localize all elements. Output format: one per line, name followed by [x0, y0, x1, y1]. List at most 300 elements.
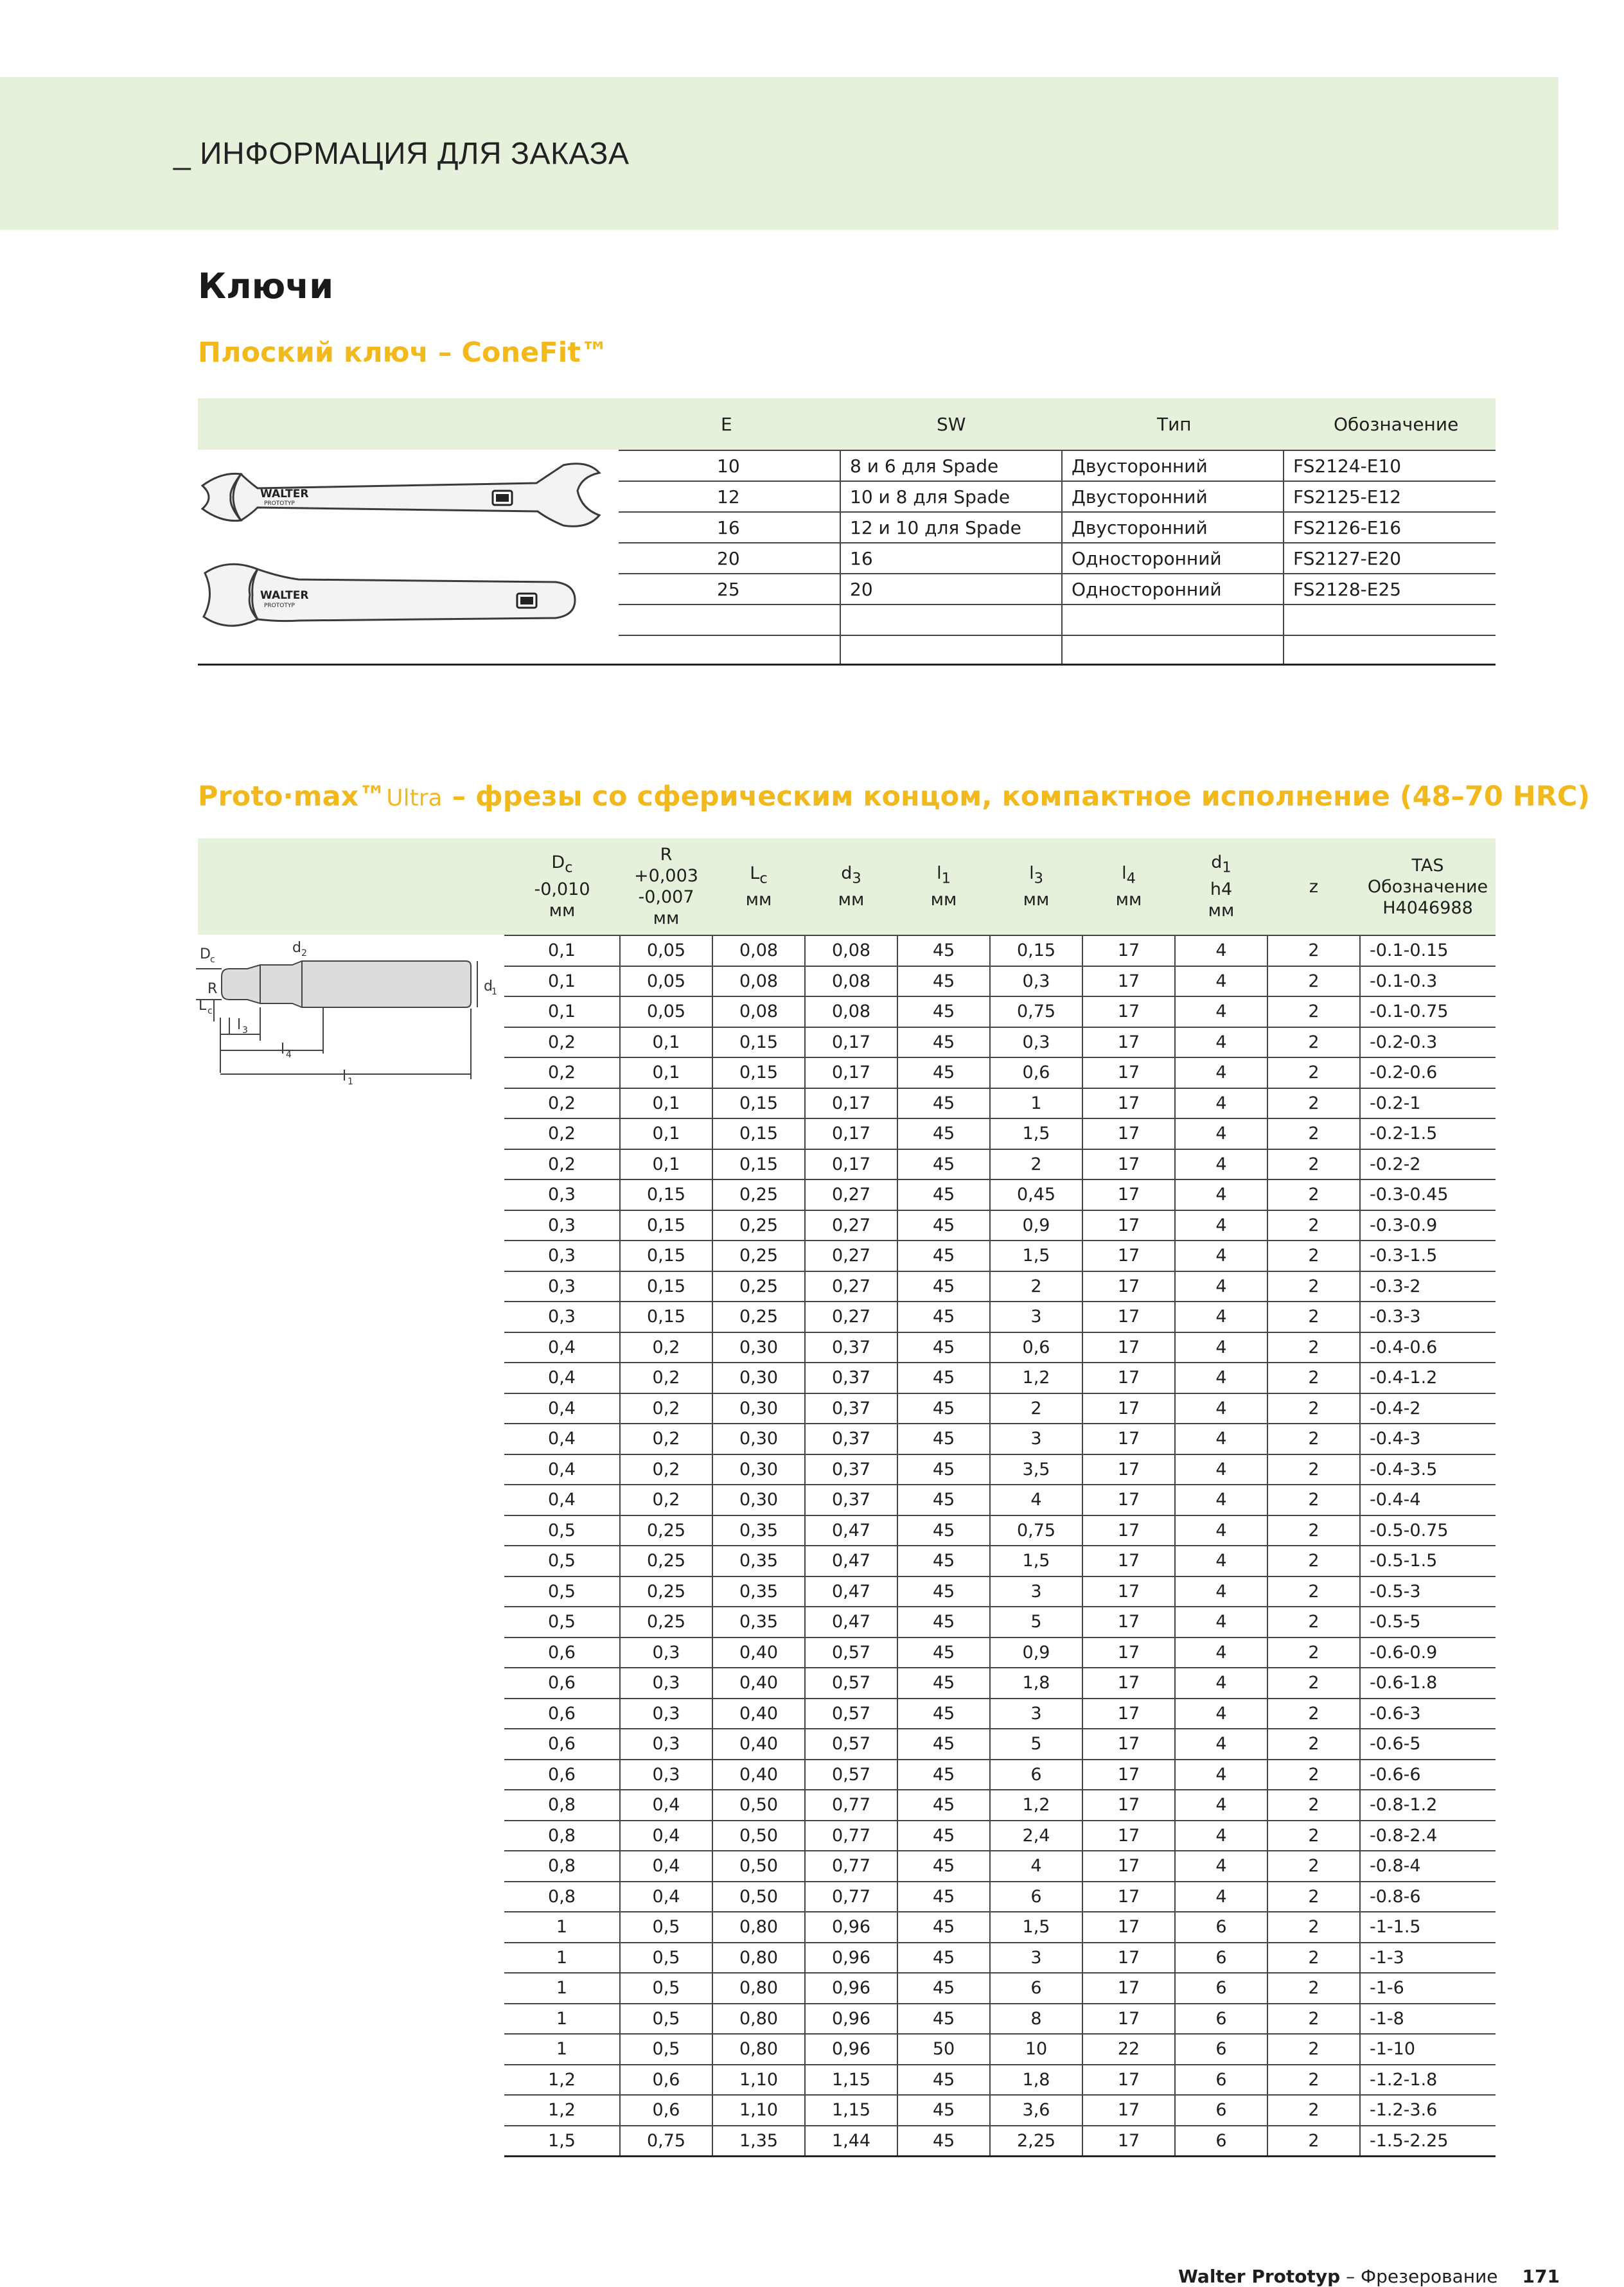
table-cell: 0,15 [712, 1088, 805, 1119]
table-cell: 1,44 [805, 2126, 897, 2157]
table-cell: 3,5 [990, 1454, 1082, 1485]
table-cell: 0,2 [504, 1088, 620, 1119]
table-cell: 4 [1175, 1760, 1267, 1790]
table-cell: 17 [1082, 1760, 1175, 1790]
table-cell: 0,80 [712, 1973, 805, 2004]
table-cell: -0.1-0.75 [1360, 996, 1496, 1027]
table-cell: 3 [990, 1576, 1082, 1607]
table-cell: 0,30 [712, 1363, 805, 1393]
proto-col-l4: $l_4$ мм [1115, 863, 1142, 910]
table-cell: 45 [897, 1576, 990, 1607]
table-cell: 2 [1267, 2004, 1360, 2035]
keys-col-designation: Обозначение [1334, 413, 1459, 435]
table-cell: 0,30 [712, 1485, 805, 1515]
table-cell: 4 [1175, 1668, 1267, 1699]
table-cell: 2 [1267, 1271, 1360, 1302]
table-cell: 0,08 [805, 935, 897, 966]
table-cell: 2 [990, 1393, 1082, 1424]
table-cell: 0,35 [712, 1607, 805, 1638]
table-cell: 0,25 [712, 1302, 805, 1332]
table-cell: 45 [897, 2126, 990, 2157]
table-cell: 4 [1175, 1088, 1267, 1119]
table-cell: -1-3 [1360, 1943, 1496, 1974]
table-cell: 0,2 [504, 1118, 620, 1149]
table-cell: 17 [1082, 1057, 1175, 1088]
table-cell: 45 [897, 1790, 990, 1821]
table-cell: -0.8-1.2 [1360, 1790, 1496, 1821]
table-cell: 45 [897, 1088, 990, 1119]
table-cell: 0,5 [620, 1973, 712, 2004]
table-row [504, 1729, 1496, 1760]
table-cell: 0,8 [504, 1882, 620, 1912]
table-cell: 0,25 [712, 1271, 805, 1302]
proto-col-tas: TAS Обозначение H4046988 [1367, 855, 1488, 918]
table-row [619, 450, 1496, 481]
table-row [619, 512, 1496, 543]
table-cell: 17 [1082, 1241, 1175, 1271]
proto-col-l3: $l_3$ мм [1023, 863, 1050, 910]
table-row [504, 1271, 1496, 1302]
table-cell: 6 [1175, 1912, 1267, 1943]
diagram-label-l4-sub: 4 [286, 1050, 292, 1060]
table-cell: 0,15 [620, 1271, 712, 1302]
table-cell: 2 [1267, 2095, 1360, 2126]
table-cell: 17 [1082, 1088, 1175, 1119]
table-cell: 1 [504, 1973, 620, 2004]
table-cell: 0,37 [805, 1424, 897, 1454]
table-cell: 4 [1175, 1851, 1267, 1882]
table-cell: 17 [1082, 1576, 1175, 1607]
table-cell: 25 [619, 574, 840, 605]
table-cell: 2 [1267, 1821, 1360, 1851]
diagram-label-lc: L [199, 998, 207, 1014]
table-cell: 17 [1082, 1943, 1175, 1974]
table-cell: 0,75 [990, 1515, 1082, 1546]
table-cell: 0,2 [620, 1424, 712, 1454]
table-cell: 2 [1267, 1332, 1360, 1363]
table-cell: 0,1 [620, 1118, 712, 1149]
table-cell: 45 [897, 1179, 990, 1210]
table-cell: 0,6 [504, 1760, 620, 1790]
table-cell: 2 [1267, 1638, 1360, 1668]
table-cell: -0.3-0.9 [1360, 1210, 1496, 1241]
table-cell: 6 [1175, 2065, 1267, 2096]
table-cell: 0,4 [504, 1332, 620, 1363]
table-row [504, 1515, 1496, 1546]
proto-max-table [504, 838, 1496, 2157]
table-row [504, 2126, 1496, 2157]
diagram-label-l4: l [281, 1041, 285, 1057]
table-row [504, 1179, 1496, 1210]
table-cell: 0,05 [620, 996, 712, 1027]
table-cell: 0,40 [712, 1699, 805, 1729]
table-cell: 17 [1082, 2126, 1175, 2157]
table-cell: 0,40 [712, 1638, 805, 1668]
table-row [504, 966, 1496, 997]
table-cell: 4 [1175, 1699, 1267, 1729]
table-cell: 0,15 [712, 1118, 805, 1149]
table-cell: 0,08 [712, 966, 805, 997]
table-cell: 1,8 [990, 1668, 1082, 1699]
table-cell: 0,3 [620, 1760, 712, 1790]
table-cell: 0,96 [805, 2034, 897, 2065]
table-cell: 1 [504, 2004, 620, 2035]
table-cell: 4 [1175, 1179, 1267, 1210]
table-cell: -0.6-5 [1360, 1729, 1496, 1760]
table-cell: 0,3 [990, 1027, 1082, 1058]
table-cell: 17 [1082, 2004, 1175, 2035]
table-cell: 0,1 [620, 1088, 712, 1119]
table-cell: 0,2 [620, 1485, 712, 1515]
table-cell: 0,57 [805, 1699, 897, 1729]
table-cell: 6 [1175, 2004, 1267, 2035]
table-cell: 2 [990, 1149, 1082, 1180]
table-cell: 4 [1175, 1027, 1267, 1058]
table-cell: 45 [897, 1454, 990, 1485]
table-cell: 2 [1267, 1851, 1360, 1882]
table-cell: 2 [1267, 1546, 1360, 1576]
table-cell: 0,4 [620, 1851, 712, 1882]
table-cell: 1,10 [712, 2095, 805, 2126]
keys-table [619, 398, 1496, 666]
table-cell: 17 [1082, 996, 1175, 1027]
table-cell: 6 [1175, 2095, 1267, 2126]
table-cell: -0.4-3.5 [1360, 1454, 1496, 1485]
table-cell: FS2126-E16 [1284, 512, 1496, 543]
table-cell: 17 [1082, 1973, 1175, 2004]
table-cell: Двусторонний [1062, 512, 1284, 543]
table-cell: 4 [1175, 1790, 1267, 1821]
table-cell: 0,35 [712, 1515, 805, 1546]
proto-subtitle-main: Proto·max™ [198, 781, 387, 813]
table-cell: 0,75 [620, 2126, 712, 2157]
table-cell: 17 [1082, 1912, 1175, 1943]
table-cell: 45 [897, 1668, 990, 1699]
table-cell: 6 [1175, 1943, 1267, 1974]
table-cell: 0,96 [805, 1943, 897, 1974]
table-cell: 4 [1175, 1882, 1267, 1912]
diagram-label-l3: l [237, 1017, 242, 1033]
table-cell: 4 [1175, 1638, 1267, 1668]
table-cell: 2 [1267, 1882, 1360, 1912]
table-cell: 0,25 [620, 1546, 712, 1576]
table-cell [619, 635, 840, 666]
diagram-label-l1-sub: 1 [348, 1077, 353, 1087]
table-cell: -0.6-0.9 [1360, 1638, 1496, 1668]
table-row [504, 1576, 1496, 1607]
table-cell: 0,77 [805, 1790, 897, 1821]
footer-section: – Фрезерование [1340, 2266, 1498, 2287]
table-cell: 45 [897, 996, 990, 1027]
table-cell: 1,5 [990, 1912, 1082, 1943]
table-cell: 17 [1082, 1699, 1175, 1729]
table-cell: 1,5 [990, 1118, 1082, 1149]
table-cell: 1 [504, 1943, 620, 1974]
table-cell: 0,15 [712, 1027, 805, 1058]
table-cell: 0,3 [620, 1699, 712, 1729]
table-cell: 17 [1082, 1607, 1175, 1638]
table-cell: 2 [1267, 1302, 1360, 1332]
table-row [504, 1851, 1496, 1882]
table-cell: 0,2 [620, 1454, 712, 1485]
table-cell: 2 [1267, 1088, 1360, 1119]
diagram-label-lc-sub: c [207, 1006, 213, 1016]
table-cell: 2 [1267, 1363, 1360, 1393]
table-cell: 4 [1175, 1210, 1267, 1241]
table-cell: 0,25 [620, 1515, 712, 1546]
table-cell: 0,15 [620, 1241, 712, 1271]
table-cell: 17 [1082, 2065, 1175, 2096]
table-cell: 0,5 [504, 1576, 620, 1607]
table-cell: 0,96 [805, 1912, 897, 1943]
table-cell: 45 [897, 2065, 990, 2096]
table-cell: -0.8-6 [1360, 1882, 1496, 1912]
table-row [504, 2065, 1496, 2096]
table-cell: 0,40 [712, 1668, 805, 1699]
section-title: Ключи [198, 266, 334, 306]
table-cell: 0,3 [504, 1302, 620, 1332]
table-cell: -0.4-4 [1360, 1485, 1496, 1515]
table-cell: -1.2-1.8 [1360, 2065, 1496, 2096]
footer-brand: Walter Prototyp [1178, 2266, 1341, 2287]
table-cell: -0.2-2 [1360, 1149, 1496, 1180]
table-cell: 0,6 [990, 1332, 1082, 1363]
table-cell: 0,27 [805, 1210, 897, 1241]
table-cell: 0,1 [620, 1149, 712, 1180]
table-cell: 17 [1082, 1515, 1175, 1546]
table-cell: 45 [897, 1729, 990, 1760]
table-row [504, 1760, 1496, 1790]
table-cell: 45 [897, 1027, 990, 1058]
table-cell: 0,96 [805, 1973, 897, 2004]
table-cell: 4 [1175, 1118, 1267, 1149]
table-cell [1284, 605, 1496, 635]
table-cell: 0,08 [805, 996, 897, 1027]
table-cell: 0,4 [504, 1485, 620, 1515]
table-cell: 12 [619, 481, 840, 512]
table-cell: -0.2-0.3 [1360, 1027, 1496, 1058]
table-cell: 2,25 [990, 2126, 1082, 2157]
table-cell: 0,3 [504, 1179, 620, 1210]
table-cell: 2 [1267, 935, 1360, 966]
table-cell: 0,45 [990, 1179, 1082, 1210]
table-row [504, 1699, 1496, 1729]
table-cell: 0,57 [805, 1729, 897, 1760]
table-cell: 0,3 [504, 1241, 620, 1271]
table-cell: 0,4 [620, 1790, 712, 1821]
table-cell: -0.4-1.2 [1360, 1363, 1496, 1393]
table-cell: 45 [897, 1118, 990, 1149]
proto-subtitle-ultra: Ultra [386, 785, 443, 811]
table-cell: 0,6 [990, 1057, 1082, 1088]
table-row [619, 574, 1496, 605]
table-cell: -0.5-1.5 [1360, 1546, 1496, 1576]
table-cell: 0,4 [504, 1424, 620, 1454]
table-cell: 50 [897, 2034, 990, 2065]
table-cell: 17 [1082, 1179, 1175, 1210]
table-cell: 0,57 [805, 1760, 897, 1790]
table-cell: 0,47 [805, 1546, 897, 1576]
table-cell: -0.2-1 [1360, 1088, 1496, 1119]
table-cell: 4 [1175, 1332, 1267, 1363]
double-open-end-wrench-image [196, 457, 607, 538]
table-cell: 2 [1267, 2126, 1360, 2157]
table-cell: 4 [1175, 1057, 1267, 1088]
table-cell: 0,27 [805, 1302, 897, 1332]
table-cell: 0,77 [805, 1882, 897, 1912]
table-cell: 2 [1267, 1912, 1360, 1943]
table-cell: 17 [1082, 2095, 1175, 2126]
ball-end-mill-diagram [196, 938, 498, 1092]
table-cell: 17 [1082, 1729, 1175, 1760]
table-cell: 0,15 [990, 935, 1082, 966]
table-row [504, 1057, 1496, 1088]
table-cell: 45 [897, 1699, 990, 1729]
table-cell: 17 [1082, 1851, 1175, 1882]
table-cell: 0,25 [712, 1210, 805, 1241]
table-cell: 45 [897, 1546, 990, 1576]
table-cell: 0,6 [504, 1729, 620, 1760]
table-cell: 0,35 [712, 1576, 805, 1607]
table-cell: -0.1-0.3 [1360, 966, 1496, 997]
table-row [504, 2095, 1496, 2126]
proto-col-dc: $D_c$ -0,010 мм [534, 852, 590, 921]
table-cell: 17 [1082, 1149, 1175, 1180]
table-cell: 0,30 [712, 1454, 805, 1485]
table-cell: 4 [990, 1485, 1082, 1515]
table-cell: 6 [1175, 2126, 1267, 2157]
table-cell: -1-8 [1360, 2004, 1496, 2035]
table-cell: 45 [897, 1210, 990, 1241]
table-cell: 45 [897, 1912, 990, 1943]
table-row [504, 1607, 1496, 1638]
table-cell: 17 [1082, 1271, 1175, 1302]
table-cell: 3 [990, 1424, 1082, 1454]
table-cell: 6 [990, 1882, 1082, 1912]
table-cell: 17 [1082, 1638, 1175, 1668]
table-cell: 0,80 [712, 1912, 805, 1943]
table-cell: -1-1.5 [1360, 1912, 1496, 1943]
table-cell [1284, 635, 1496, 666]
table-cell: 0,2 [504, 1027, 620, 1058]
table-row [504, 996, 1496, 1027]
table-cell: 0,2 [504, 1149, 620, 1180]
diagram-label-r: R [207, 981, 218, 997]
table-row [504, 1149, 1496, 1180]
table-cell: Односторонний [1062, 543, 1284, 574]
table-cell: 0,3 [620, 1668, 712, 1699]
table-cell: -0.8-2.4 [1360, 1821, 1496, 1851]
table-cell: -0.1-0.15 [1360, 935, 1496, 966]
table-cell: FS2127-E20 [1284, 543, 1496, 574]
table-cell: 0,27 [805, 1179, 897, 1210]
table-cell: 17 [1082, 1668, 1175, 1699]
table-cell: 2 [1267, 1943, 1360, 1974]
table-cell: 0,80 [712, 2004, 805, 2035]
table-cell: 0,5 [504, 1515, 620, 1546]
table-cell: 17 [1082, 1302, 1175, 1332]
table-cell: -0.2-0.6 [1360, 1057, 1496, 1088]
table-cell: 0,25 [620, 1607, 712, 1638]
table-cell: 17 [1082, 1454, 1175, 1485]
table-row [504, 1302, 1496, 1332]
table-cell: 12 и 10 для Spade [840, 512, 1062, 543]
table-cell: 10 и 8 для Spade [840, 481, 1062, 512]
table-cell: 2 [1267, 1668, 1360, 1699]
table-cell: 2 [1267, 2065, 1360, 2096]
table-cell: 45 [897, 1332, 990, 1363]
table-cell: 4 [1175, 966, 1267, 997]
table-cell: 6 [990, 1973, 1082, 2004]
table-cell: 2 [1267, 1210, 1360, 1241]
proto-subtitle [198, 781, 1590, 813]
table-cell: 45 [897, 1973, 990, 2004]
table-row [504, 1241, 1496, 1271]
table-cell: -0.2-1.5 [1360, 1118, 1496, 1149]
table-cell: 0,27 [805, 1271, 897, 1302]
table-cell: 17 [1082, 935, 1175, 966]
table-cell: 45 [897, 1363, 990, 1393]
table-cell: 0,5 [620, 2034, 712, 2065]
table-cell: 3,6 [990, 2095, 1082, 2126]
table-cell: 1 [990, 1088, 1082, 1119]
keys-col-e: E [721, 413, 732, 435]
table-row [504, 1454, 1496, 1485]
wrench-sub-text-2: PROTOTYP [264, 603, 295, 609]
table-cell: 0,15 [620, 1302, 712, 1332]
table-cell: 0,50 [712, 1882, 805, 1912]
table-cell: 16 [840, 543, 1062, 574]
table-cell: 0,6 [620, 2065, 712, 2096]
table-cell: 17 [1082, 1393, 1175, 1424]
table-cell: 0,6 [504, 1668, 620, 1699]
table-cell: 1,10 [712, 2065, 805, 2096]
table-cell: 0,47 [805, 1607, 897, 1638]
table-cell: 45 [897, 1485, 990, 1515]
table-cell: 1,2 [504, 2095, 620, 2126]
table-cell: 5 [990, 1729, 1082, 1760]
table-cell: 17 [1082, 1118, 1175, 1149]
table-cell: 0,40 [712, 1729, 805, 1760]
table-cell: 4 [1175, 1424, 1267, 1454]
table-row [504, 2004, 1496, 2035]
table-cell: 1,8 [990, 2065, 1082, 2096]
table-cell: 0,08 [712, 935, 805, 966]
table-cell: 0,77 [805, 1851, 897, 1882]
table-cell: 2 [1267, 1393, 1360, 1424]
table-cell: 0,4 [504, 1363, 620, 1393]
table-row [504, 1638, 1496, 1668]
table-row [504, 1668, 1496, 1699]
table-cell: 45 [897, 1515, 990, 1546]
table-cell: Односторонний [1062, 574, 1284, 605]
proto-col-r: R +0,003 -0,007 мм [634, 845, 698, 928]
table-cell: 0,3 [504, 1210, 620, 1241]
table-cell: 0,2 [620, 1332, 712, 1363]
table-cell: 4 [1175, 935, 1267, 966]
table-cell: 0,3 [504, 1271, 620, 1302]
page-number: 171 [1522, 2266, 1560, 2287]
table-cell: 4 [1175, 1271, 1267, 1302]
table-cell: -0.6-3 [1360, 1699, 1496, 1729]
table-cell: -0.5-5 [1360, 1607, 1496, 1638]
table-cell: 0,5 [620, 1943, 712, 1974]
proto-col-lc: $L_c$ мм [745, 863, 772, 910]
table-cell: 0,9 [990, 1210, 1082, 1241]
table-cell: 2 [1267, 1424, 1360, 1454]
wrench-brand-text-2: WALTER [260, 589, 309, 602]
table-cell: 45 [897, 1393, 990, 1424]
